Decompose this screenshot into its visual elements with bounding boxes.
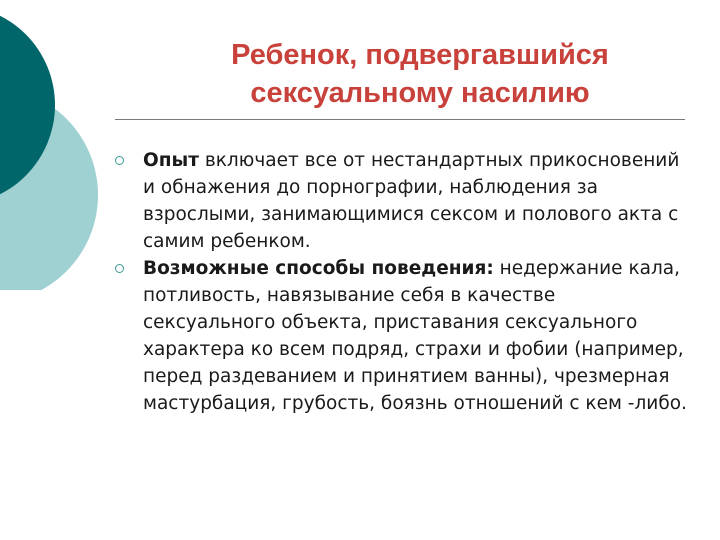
bullet-strong-text: Возможные способы поведения: [143,258,494,279]
bullet-item-experience [113,147,688,255]
bullet-list [113,147,688,417]
bullet-body-text: включает все от нестандартных прикосновений и обнажения до порнографии, наблюдения за взрослыми, занимающимися сексом и полового акта с самим ребенком. [143,150,680,252]
bullet-strong-text: Опыт [143,150,199,171]
circle-bullet-icon [115,156,124,165]
circle-bullet-icon [115,264,124,273]
bullet-item-behaviors [113,255,688,417]
title-line-2: сексуальному насилию [250,77,590,109]
bullet-body-text: недержание кала, потливость, навязывание себя в качестве сексуального объекта, приставания сексуального характера ко всем подряд, страхи и фобии (например, перед раздеванием и принятием ванны), чрезмерная мастурбация, грубость, боязнь отношений с кем -либо. [143,258,687,414]
title-divider [115,119,685,120]
slide-title [150,36,690,112]
title-line-1: Ребенок, подвергавшийся [231,39,609,71]
decorative-circles [0,0,110,290]
